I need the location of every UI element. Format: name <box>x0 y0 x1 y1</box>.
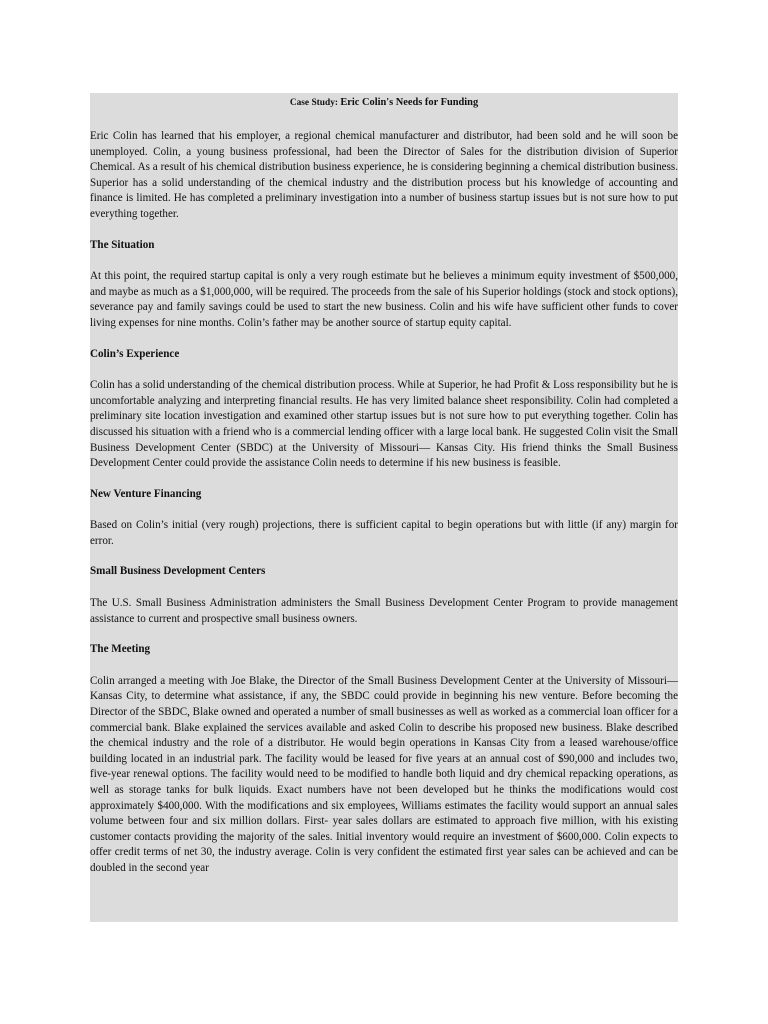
section-body-situation: At this point, the required startup capital is only a very rough estimate but he believes a minimum equity investment of $500,000, and maybe as much as a $1,000,000, will be required. The proceeds from the sale of his Superior holdings (stock and stock options), severance pay and family savings could be used to start the new business. Colin and his wife have sufficient other funds to cover living expenses for nine months. Colin’s father may be another source of startup equity capital. <box>90 270 678 329</box>
document-title <box>90 93 678 110</box>
section-body-sbdc: The U.S. Small Business Administration administers the Small Business Development Center Program to provide management assistance to current and prospective small business owners. <box>90 597 678 625</box>
section-body-meeting: Colin arranged a meeting with Joe Blake, the Director of the Small Business Development Center at the University of Missouri—Kansas City, to determine what assistance, if any, the SBDC could provide in beginning his new venture. Before becoming the Director of the SBDC, Blake owned and operated a number of small businesses as well as worked as a commercial loan officer for a commercial bank. Blake explained the services available and asked Colin to describe his proposed new business. Blake described the chemical industry and the role of a distributor. He would begin operations in Kansas City from a leased warehouse/office building located in an industrial park. The facility would be leased for five years at an annual cost of $90,000 and includes two, five-year renewal options. The facility would need to be modified to handle both liquid and dry chemical repacking operations, as well as storage tanks for bulk liquids. Exact numbers have not been developed but he thinks the modifications would cost approximately $400,000. With the modifications and six employees, Williams estimates the facility would support an annual sales volume between four and six million dollars. First- year sales dollars are estimated to approach five million, with his existing customer contacts providing the majority of the sales. Initial inventory would require an investment of $600,000. Colin expects to offer credit terms of net 30, the industry average. Colin is very confident the estimated first year sales can be achieved and can be doubled in the second year <box>90 674 678 874</box>
section-heading-sbdc: Small Business Development Centers <box>90 565 266 578</box>
document-page <box>90 93 678 922</box>
section-heading-situation: The Situation <box>90 238 155 251</box>
section-heading-experience: Colin’s Experience <box>90 347 180 360</box>
title-lead: Case Study: <box>289 98 341 108</box>
section-heading-financing: New Venture Financing <box>90 487 202 500</box>
intro-paragraph: Eric Colin has learned that his employer, a regional chemical manufacturer and distributor, had been sold and he will soon be unemployed. Colin, a young business professional, had been the Director of Sales for the distribution division of Superior Chemical. As a result of his chemical distribution business experience, he is considering beginning a chemical distribution business. Superior has a solid understanding of the chemical industry and the distribution process but his knowledge of accounting and finance is limited. He has completed a preliminary investigation into a number of business startup issues but is not sure how to put everything together. <box>90 130 678 220</box>
section-body-financing: Based on Colin’s initial (very rough) projections, there is sufficient capital to begin operations but with little (if any) margin for error. <box>90 519 678 547</box>
title-main: Eric Colin's Needs for Funding <box>340 97 479 108</box>
section-body-experience: Colin has a solid understanding of the chemical distribution process. While at Superior, he had Profit & Loss responsibility but he is uncomfortable analyzing and interpreting financial results. He has very limited balance sheet responsibility. Colin had completed a preliminary site location investigation and examined other startup issues but is not sure how to put everything together. Colin has discussed his situation with a friend who is a commercial lending officer with a large local bank. He suggested Colin visit the Small Business Development Center (SBDC) at the University of Missouri— Kansas City. His friend thinks the Small Business Development Center could provide the assistance Colin needs to determine if his new business is feasible. <box>90 379 678 470</box>
section-heading-meeting: The Meeting <box>90 643 151 656</box>
document-content <box>90 93 678 877</box>
